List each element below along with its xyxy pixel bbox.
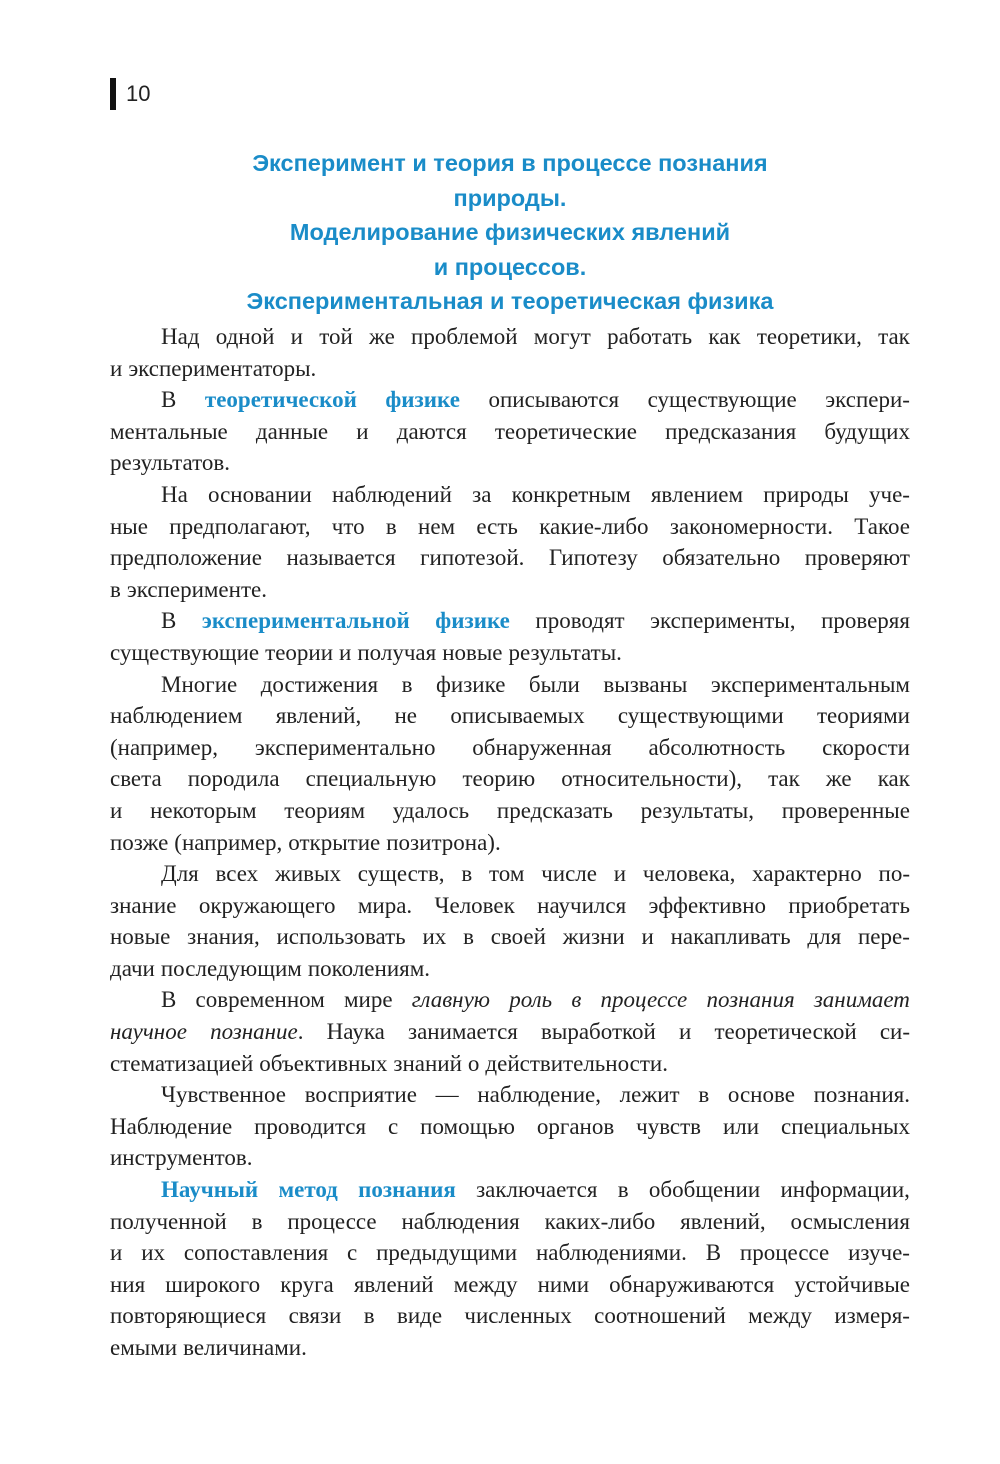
- word: [509, 984, 552, 1016]
- word: живых: [274, 861, 341, 887]
- word: теоретические: [494, 418, 637, 444]
- key-term: метод: [278, 1177, 338, 1203]
- word: знания,: [187, 924, 260, 950]
- text-line: [110, 1332, 910, 1364]
- word: или: [722, 1113, 760, 1139]
- text-line: [110, 384, 910, 416]
- word: [205, 384, 357, 416]
- word: теоретики,: [756, 324, 862, 349]
- word: предыдущими: [376, 1240, 518, 1266]
- word: нем: [418, 513, 456, 539]
- text-line: [110, 669, 910, 701]
- word: вызваны: [603, 671, 688, 697]
- word: могут: [533, 324, 591, 349]
- word: явлений,: [680, 1208, 766, 1234]
- word: проводится: [254, 1113, 367, 1139]
- emphasis: процессе: [600, 987, 688, 1013]
- text-line: [110, 479, 910, 511]
- word: явлением: [650, 481, 744, 507]
- page-number-marker: [110, 78, 150, 110]
- word: современном: [195, 987, 325, 1013]
- word: [161, 1174, 258, 1206]
- word: данные: [255, 418, 329, 444]
- word: Гипотезу: [548, 545, 638, 571]
- word: ними: [537, 1271, 590, 1297]
- text-line: [110, 574, 910, 606]
- text-line: [110, 700, 910, 732]
- word: и: [290, 324, 303, 349]
- word: результаты,: [640, 797, 754, 823]
- word: объективных: [259, 1050, 388, 1076]
- word: предполагают,: [169, 513, 311, 539]
- emphasis: в: [571, 987, 582, 1013]
- word: между: [748, 1303, 812, 1329]
- word: существ,: [357, 861, 445, 887]
- word: будущих: [824, 418, 910, 444]
- text-line: [110, 763, 910, 795]
- word: занимается: [408, 1019, 518, 1045]
- word: некоторым: [150, 797, 257, 823]
- word: [435, 605, 510, 637]
- word: всех: [215, 861, 259, 887]
- word: связи: [288, 1303, 342, 1329]
- word: научился: [537, 892, 627, 918]
- word: дачи: [110, 955, 155, 981]
- word: абсолютность: [648, 734, 786, 760]
- word: и: [678, 1019, 692, 1045]
- word: числе: [541, 861, 597, 887]
- word: их: [422, 924, 447, 950]
- word: даются: [396, 418, 467, 444]
- word: величинами.: [183, 1335, 307, 1360]
- word: результатов.: [110, 450, 230, 476]
- word: в: [363, 1303, 375, 1329]
- word: последующим: [160, 955, 302, 981]
- text-line: [110, 637, 910, 669]
- text-line: [110, 511, 910, 543]
- word: их: [141, 1240, 165, 1266]
- word: полученной: [110, 1208, 227, 1234]
- word: —: [435, 1082, 459, 1108]
- text-line: [110, 1269, 910, 1301]
- text-line: [110, 1079, 910, 1111]
- word: теоретической: [714, 1019, 857, 1045]
- word: осмысления: [790, 1208, 910, 1234]
- word: заключается: [476, 1177, 598, 1203]
- word: что: [331, 513, 365, 539]
- word: в: [110, 576, 121, 602]
- text-line: [110, 732, 910, 764]
- word: наблюдением: [110, 703, 243, 729]
- word: информации,: [780, 1177, 910, 1203]
- emphasis: роль: [509, 987, 553, 1013]
- word: так: [878, 324, 910, 349]
- word: основании: [208, 481, 312, 507]
- word: сопоставления: [183, 1240, 329, 1266]
- word: эксперименты,: [650, 608, 796, 634]
- word: скорости: [822, 734, 910, 760]
- word: органов: [536, 1113, 615, 1139]
- emphasis: познание: [210, 1019, 298, 1045]
- word: явлений,: [275, 703, 362, 729]
- word: какие-либо: [539, 513, 649, 539]
- emphasis: научное: [110, 1019, 187, 1045]
- text-line: [110, 1142, 910, 1174]
- word: предсказать: [496, 797, 613, 823]
- word: В: [705, 1240, 722, 1266]
- word: света: [110, 766, 162, 792]
- word: в: [617, 1177, 629, 1203]
- word: теориям: [284, 797, 365, 823]
- word: широкого: [165, 1271, 261, 1297]
- word: одной: [215, 324, 275, 349]
- word: открытие: [288, 829, 381, 855]
- word: Такое: [854, 513, 910, 539]
- word: позитрона).: [386, 829, 501, 855]
- word: [571, 984, 581, 1016]
- word: с: [347, 1240, 358, 1266]
- word: существующие: [647, 387, 797, 413]
- text-line: [110, 795, 910, 827]
- emphasis: главную: [411, 987, 491, 1013]
- text-line: [110, 321, 910, 353]
- word: удалось: [392, 797, 470, 823]
- word: Человек: [434, 892, 515, 918]
- page-number-bar: [110, 78, 116, 110]
- word: измеря-: [834, 1303, 910, 1329]
- word: получая: [357, 639, 437, 665]
- word: устойчивые: [794, 1271, 910, 1297]
- text-line: [110, 1111, 910, 1143]
- key-term: познания: [358, 1177, 456, 1203]
- word: результаты.: [508, 639, 622, 665]
- key-term: физике: [435, 608, 510, 634]
- heading-line: природы.: [453, 184, 567, 211]
- word: своей: [490, 924, 546, 950]
- word: новые: [442, 639, 503, 665]
- text-line: [110, 827, 910, 859]
- word: в: [385, 513, 397, 539]
- word: круга: [280, 1271, 334, 1297]
- word: наблюдение,: [477, 1082, 601, 1108]
- key-term: экспериментальной: [201, 608, 410, 634]
- word: экспериментальным: [710, 671, 910, 697]
- key-term: Научный: [161, 1177, 259, 1203]
- word: достижения: [260, 671, 379, 697]
- word: том: [489, 861, 525, 887]
- word: в: [463, 924, 474, 950]
- word: описываемых: [450, 703, 585, 729]
- word: Наука: [326, 1019, 385, 1045]
- word: восприятие: [304, 1082, 417, 1108]
- word: обнаруженная: [472, 734, 612, 760]
- word: чувств: [636, 1113, 702, 1139]
- key-term: теоретической: [204, 387, 357, 413]
- word: наблюдениями.: [535, 1240, 687, 1266]
- word: специальных: [781, 1113, 910, 1139]
- word: емыми: [110, 1335, 178, 1360]
- word: предсказания: [665, 418, 797, 444]
- word: и: [110, 355, 123, 381]
- text-line: [110, 921, 910, 953]
- word: мире: [343, 987, 393, 1013]
- word: Чувственное: [161, 1082, 286, 1108]
- word: в: [401, 671, 413, 697]
- word: в: [251, 1208, 263, 1234]
- word: (например,: [174, 829, 283, 855]
- word: как: [708, 324, 741, 349]
- word: В: [161, 387, 177, 413]
- heading-line: Экспериментальная и теоретическая физика: [246, 288, 774, 314]
- text-line: [110, 1016, 910, 1048]
- word: породила: [187, 766, 280, 792]
- word: в: [461, 861, 473, 887]
- word: и: [356, 418, 369, 444]
- heading-line: и процессов.: [433, 253, 587, 280]
- word: проблемой: [411, 324, 518, 349]
- word: В: [161, 987, 177, 1013]
- text-line: [110, 1237, 910, 1269]
- word: познание.: [210, 1016, 303, 1048]
- word: использовать: [276, 924, 406, 950]
- page-number: 10: [126, 81, 151, 106]
- word: знание: [110, 892, 177, 918]
- word: специальную: [305, 766, 437, 792]
- word: как: [877, 766, 910, 792]
- word: приобретать: [788, 892, 910, 918]
- word: проверяют: [804, 545, 910, 571]
- word: мира.: [357, 892, 413, 918]
- word: лежит: [619, 1082, 680, 1108]
- word: окружающего: [198, 892, 336, 918]
- word: для: [807, 924, 842, 950]
- word: Многие: [161, 671, 238, 697]
- word: же: [825, 766, 852, 792]
- word: работать: [607, 324, 693, 349]
- word: В: [161, 608, 177, 634]
- word: Для: [161, 861, 199, 887]
- text-line: [110, 605, 910, 637]
- text-line: [110, 416, 910, 448]
- word: физике: [435, 671, 506, 697]
- word: выработкой: [541, 1019, 656, 1045]
- word: [706, 984, 794, 1016]
- word: и: [641, 924, 654, 950]
- text-line: [110, 353, 910, 385]
- word: наблюдений: [331, 481, 452, 507]
- word: [358, 1174, 456, 1206]
- text-line: [110, 953, 910, 985]
- word: природы: [763, 481, 849, 507]
- word: проводят: [535, 608, 625, 634]
- word: соотношений: [594, 1303, 726, 1329]
- word: и: [339, 639, 352, 665]
- section-heading: [110, 146, 910, 319]
- word: теорию: [462, 766, 536, 792]
- word: и: [613, 861, 627, 887]
- word: изуче-: [848, 1240, 910, 1266]
- text-line: [110, 1300, 910, 1332]
- word: стематизацией: [110, 1050, 254, 1076]
- word: явлений: [353, 1271, 434, 1297]
- word: [412, 984, 490, 1016]
- word: [600, 984, 687, 1016]
- word: процессе: [287, 1208, 377, 1234]
- word: [278, 1174, 337, 1206]
- word: Над: [161, 324, 200, 349]
- word: си-: [879, 1019, 910, 1045]
- word: На: [161, 481, 188, 507]
- word: позже: [110, 829, 169, 855]
- word: экспериментаторы.: [128, 355, 317, 381]
- word: не: [394, 703, 418, 729]
- word: (например,: [110, 734, 219, 760]
- word: эффективно: [648, 892, 767, 918]
- body-text: [110, 321, 910, 1364]
- word: проверенные: [781, 797, 910, 823]
- word: закономерности.: [669, 513, 833, 539]
- word: теории: [265, 639, 334, 665]
- word: ментальные: [110, 418, 228, 444]
- word: Наблюдение: [110, 1113, 233, 1139]
- text-line: [110, 447, 910, 479]
- word: относительности),: [561, 766, 742, 792]
- text-line: [110, 1206, 910, 1238]
- word: процессе: [739, 1240, 830, 1266]
- heading-line: Моделирование физических явлений: [289, 219, 731, 245]
- word: повторяющиеся: [110, 1303, 267, 1329]
- word: существующие: [110, 639, 260, 665]
- text-line: [110, 890, 910, 922]
- word: познания.: [813, 1082, 910, 1108]
- word: были: [528, 671, 580, 697]
- word: по-: [878, 861, 910, 887]
- word: конкретным: [511, 481, 631, 507]
- word: проверяя: [821, 608, 910, 634]
- word: наблюдения: [401, 1208, 520, 1234]
- word: характерно: [752, 861, 862, 887]
- word: есть: [476, 513, 518, 539]
- word: накапливать: [670, 924, 791, 950]
- word: [385, 384, 460, 416]
- word: помощью: [420, 1113, 515, 1139]
- word: существующими: [617, 703, 784, 729]
- text-line: [110, 542, 910, 574]
- word: основе: [727, 1082, 795, 1108]
- word: каких-либо: [544, 1208, 656, 1234]
- word: о: [467, 1050, 480, 1076]
- word: новые: [110, 924, 171, 950]
- word: [814, 984, 910, 1016]
- word: и: [110, 1240, 123, 1266]
- word: [202, 605, 410, 637]
- text-line: [110, 984, 910, 1016]
- key-term: физике: [385, 387, 460, 413]
- word: [110, 1016, 187, 1048]
- word: описываются: [488, 387, 620, 413]
- word: так: [768, 766, 800, 792]
- word: пере-: [857, 924, 910, 950]
- word: жизни: [562, 924, 625, 950]
- word: обнаруживаются: [609, 1271, 775, 1297]
- word: между: [453, 1271, 518, 1297]
- word: же: [369, 324, 395, 349]
- word: обязательно: [662, 545, 781, 571]
- emphasis: занимает: [813, 987, 910, 1013]
- word: действительности.: [485, 1050, 668, 1076]
- word: с: [388, 1113, 399, 1139]
- word: уче-: [869, 481, 910, 507]
- word: поколениям.: [307, 955, 431, 981]
- word: и: [110, 797, 123, 823]
- word: человека,: [642, 861, 736, 887]
- word: ния: [110, 1271, 146, 1297]
- word: знаний: [393, 1050, 462, 1076]
- word: обобщении: [648, 1177, 761, 1203]
- word: экспериментально: [254, 734, 436, 760]
- word: виде: [396, 1303, 443, 1329]
- word: экспери-: [825, 387, 910, 413]
- word: за: [472, 481, 492, 507]
- word: той: [319, 324, 353, 349]
- word: предположение: [110, 545, 262, 571]
- text-line: [110, 858, 910, 890]
- word: инструментов.: [110, 1145, 253, 1171]
- word: теориями: [816, 703, 910, 729]
- heading-line: Эксперимент и теория в процессе познания: [252, 150, 768, 176]
- word: ные: [110, 513, 148, 539]
- text-line: [110, 1048, 910, 1080]
- word: гипотезой.: [420, 545, 525, 571]
- word: численных: [464, 1303, 572, 1329]
- word: в: [698, 1082, 710, 1108]
- word: эксперименте.: [126, 576, 267, 602]
- word: называется: [286, 545, 396, 571]
- emphasis: познания: [706, 987, 795, 1013]
- text-line: [110, 1174, 910, 1206]
